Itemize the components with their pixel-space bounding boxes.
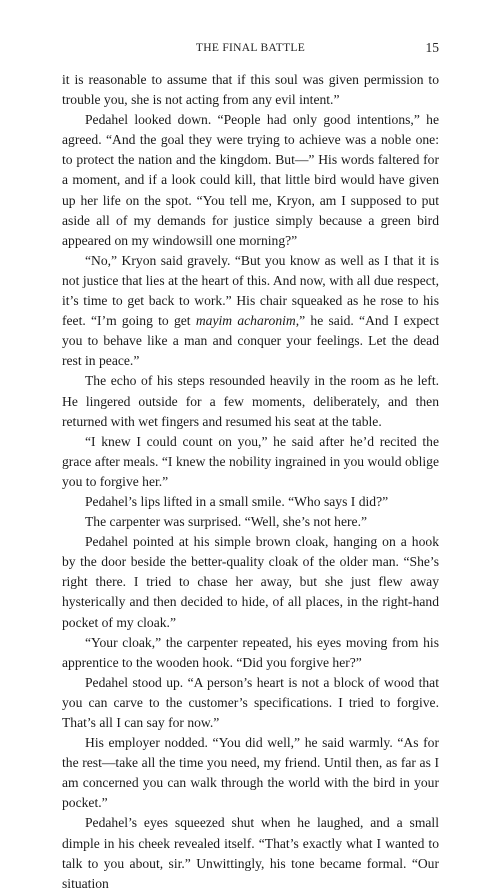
paragraph: Pedahel pointed at his simple brown cloak, hanging on a hook by the door beside the better-quality cloak of the older man. “She’s right there. I tried to chase her away, but she just flew away hysterically and then decided to hide, of all places, in the right-hand pocket of my cloak.” <box>62 534 439 630</box>
paragraph-text: ,” he said. “And I expect you to behave like a man and conquer your feelings. Let the dead rest in peace.” <box>62 313 439 369</box>
paragraph: Pedahel looked down. “People had only good intentions,” he agreed. “And the goal they were trying to achieve was a noble one: to protect the nation and the kingdom. But—” His words faltered for a moment, and if a look could kill, that little bird would have given up her life on the spot. “You tell me, Kryon, am I supposed to put aside all of my demands for justice simply because a green bird appeared on my windowsill one morning?” <box>62 112 439 248</box>
paragraph: Pedahel stood up. “A person’s heart is not a block of wood that you can carve to the customer’s specifications. I tried to forgive. That’s all I can say for now.” <box>62 674 439 730</box>
paragraph: The echo of his steps resounded heavily in the room as he left. He lingered outside for a few moments, deliberately, and then returned with wet fingers and resumed his seat at the table. <box>62 373 439 429</box>
paragraph: Pedahel’s eyes squeezed shut when he laughed, and a small dimple in his cheek revealed itself. “That’s exactly what I wanted to talk to you about, sir.” Unwittingly, his tone became formal. “Our situation <box>62 815 439 891</box>
paragraph: The carpenter was surprised. “Well, she’s not here.” <box>85 514 367 530</box>
paragraph <box>62 251 439 372</box>
paragraph: “Your cloak,” the carpenter repeated, his eyes moving from his apprentice to the wooden hook. “Did you forgive her?” <box>62 634 439 670</box>
body-text <box>62 70 439 894</box>
paragraph: His employer nodded. “You did well,” he said warmly. “As for the rest—take all the time you need, my friend. Until then, as far as I am concerned you can walk through the world with the bird in your pocket.” <box>62 735 439 811</box>
paragraph-text: “No,” Kryon said gravely. “But you know as well as I that it is not justice that lies at the heart of this. And now, with all due respect, it’s time to get back to work.” His chair squeaked as he rose to his feet. “I’m going to get <box>62 252 439 329</box>
running-title: THE FINAL BATTLE <box>195 42 306 54</box>
paragraph: Pedahel’s lips lifted in a small smile. “Who says I did?” <box>85 493 389 509</box>
paragraph-continued: it is reasonable to assume that if this soul was given permission to trouble you, she is not acting from any evil intent.” <box>62 72 439 108</box>
page-number: 15 <box>425 40 439 55</box>
paragraph: “I knew I could count on you,” he said after he’d recited the grace after meals. “I knew the nobility ingrained in you would oblige you to forgive her.” <box>62 433 439 489</box>
emphasized-term: mayim acharonim <box>195 313 296 329</box>
running-header <box>62 40 439 56</box>
